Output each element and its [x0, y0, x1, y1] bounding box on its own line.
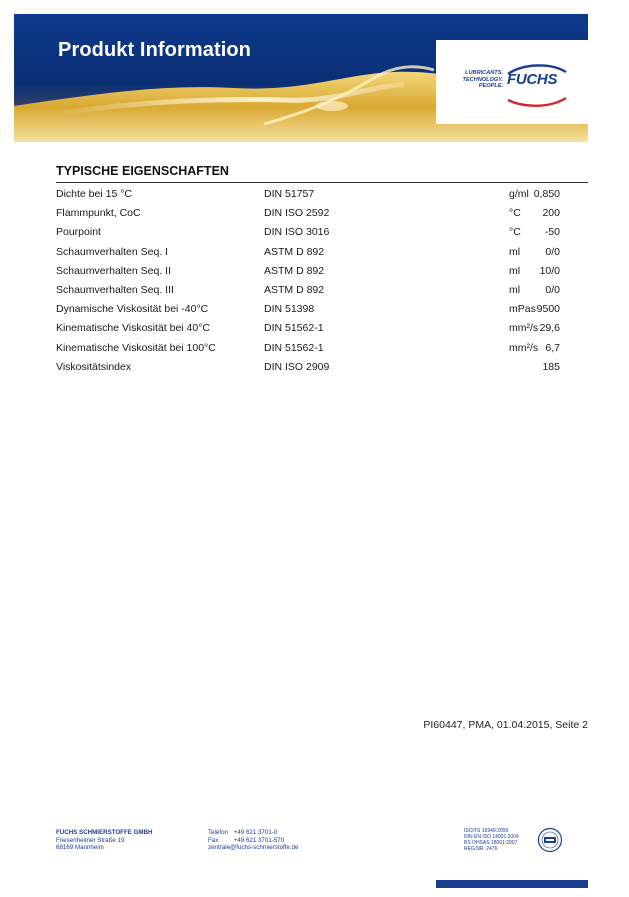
test-method: DIN ISO 2592	[264, 207, 330, 220]
property-name: Schaumverhalten Seq. III	[56, 283, 174, 296]
property-unit: °C	[509, 226, 521, 239]
property-value: 0,850	[533, 188, 560, 200]
table-row	[56, 263, 588, 282]
table-row	[56, 244, 588, 263]
fax-number: +49 621 3701-570	[233, 836, 285, 844]
certification-seal-icon	[537, 827, 563, 853]
property-name: Pourpoint	[56, 226, 101, 239]
table-row	[56, 282, 588, 301]
property-unit: mPas	[509, 303, 536, 316]
logo-wordmark: FUCHS	[507, 71, 558, 88]
property-unit: ml	[509, 245, 521, 258]
property-value: 29,6	[539, 322, 560, 335]
fuchs-logo	[436, 40, 588, 124]
test-method: ASTM D 892	[264, 283, 325, 296]
property-unit: °C	[509, 207, 521, 220]
property-value: 10/0	[539, 264, 560, 277]
footer-address	[56, 829, 152, 852]
property-name: Dichte bei 15 °C	[56, 188, 132, 200]
test-method: DIN 51562-1	[264, 341, 324, 354]
properties-table	[56, 186, 588, 378]
property-unit: ml	[509, 283, 521, 296]
table-row	[56, 359, 588, 378]
property-value: 6,7	[545, 341, 560, 354]
test-method: DIN 51398	[264, 303, 315, 316]
city: 68169 Mannheim	[56, 844, 104, 852]
property-name: Kinematische Viskosität bei 40°C	[56, 322, 210, 335]
property-value: 200	[542, 207, 560, 220]
test-method: ASTM D 892	[264, 245, 325, 258]
property-name: Schaumverhalten Seq. II	[56, 264, 171, 277]
table-row	[56, 320, 588, 339]
document-reference: PI60447, PMA, 01.04.2015, Seite 2	[423, 719, 588, 731]
table-row	[56, 186, 588, 205]
section-title: TYPISCHE EIGENSCHAFTEN	[56, 164, 229, 178]
property-name: Kinematische Viskosität bei 100°C	[56, 341, 216, 354]
certifications: ISO/TS 16949:2009 DIN EN ISO 14001:2004 BS OHSAS 18001:2007 REG.NR. 2476	[464, 828, 519, 853]
property-name: Schaumverhalten Seq. I	[56, 245, 169, 258]
table-row	[56, 301, 588, 320]
header-banner	[14, 14, 588, 142]
street: Friesenheimer Straße 19	[56, 836, 125, 844]
footer-contact	[208, 829, 298, 852]
property-value: -50	[544, 226, 560, 239]
logo-tagline: LUBRICANTS. TECHNOLOGY. PEOPLE.	[462, 70, 503, 89]
table-row	[56, 340, 588, 359]
section-divider	[56, 182, 588, 183]
page-title: Produkt Information	[58, 39, 252, 61]
property-value: 0/0	[545, 283, 560, 296]
property-value: 185	[542, 360, 560, 373]
company-name: FUCHS SCHMIERSTOFFE GMBH	[56, 829, 153, 836]
test-method: ASTM D 892	[264, 264, 325, 277]
property-value: 0/0	[545, 245, 560, 258]
test-method: DIN 51757	[264, 188, 315, 200]
property-unit: g/ml	[509, 188, 529, 200]
property-name: Viskositätsindex	[56, 360, 132, 373]
test-method: DIN ISO 3016	[264, 226, 330, 239]
test-method: DIN 51562-1	[264, 322, 324, 335]
property-value: 9500	[536, 303, 560, 316]
email-link[interactable]: zentrale@fuchs-schmierstoffe.de	[208, 844, 299, 852]
property-name: Flammpunkt, CoC	[56, 207, 141, 220]
footer-accent-bar	[436, 880, 588, 888]
property-name: Dynamische Viskosität bei -40°C	[56, 303, 209, 316]
property-unit: mm²/s	[509, 322, 539, 335]
phone-label: Telefon	[208, 829, 228, 836]
property-unit: ml	[509, 264, 521, 277]
fax-label: Fax	[208, 836, 219, 844]
table-row	[56, 205, 588, 224]
phone-number: +49 621 3701-0	[233, 829, 278, 836]
test-method: DIN ISO 2909	[264, 360, 330, 373]
property-unit: mm²/s	[509, 341, 539, 354]
table-row	[56, 224, 588, 243]
